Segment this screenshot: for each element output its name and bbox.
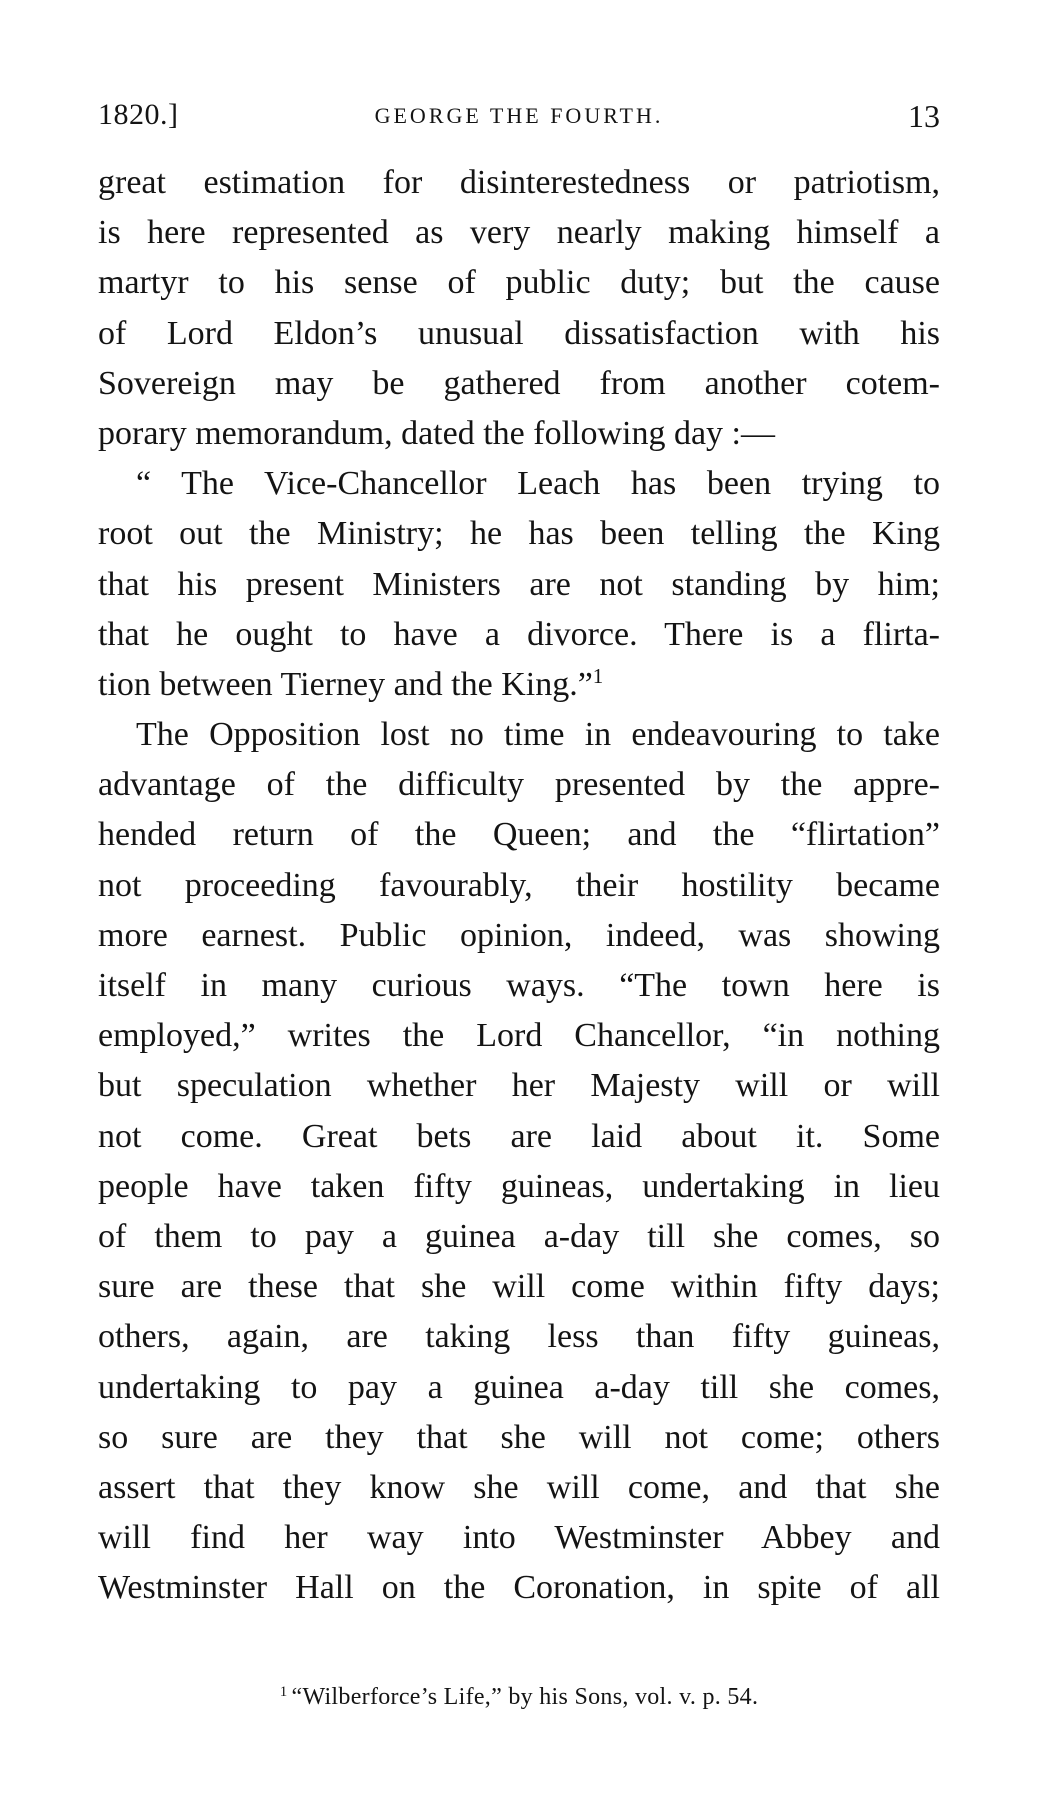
running-head xyxy=(98,98,940,138)
text-line: sure are these that she will come within fifty days; xyxy=(98,1268,940,1306)
text-line: but speculation whether her Majesty will or will xyxy=(98,1067,940,1105)
text-line: is here represented as very nearly making himself a xyxy=(98,214,940,252)
text-line: assert that they know she will come, and that she xyxy=(98,1468,940,1506)
text-line: itself in many curious ways. “The town here is xyxy=(98,967,940,1004)
text-line: not proceeding favourably, their hostility became xyxy=(98,866,940,904)
text-line: Westminster Hall on the Coronation, in spite of all xyxy=(98,1569,940,1607)
footnote xyxy=(98,1684,940,1711)
text-line: people have taken fifty guineas, undertaking in lieu xyxy=(98,1167,940,1205)
text-line: of Lord Eldon’s unusual dissatisfaction with his xyxy=(98,314,940,352)
text-line-with-footnote xyxy=(98,660,940,710)
footnote-reference[interactable]: 1 xyxy=(592,663,604,688)
text-line: more earnest. Public opinion, indeed, was showing xyxy=(98,916,940,954)
text-line: undertaking to pay a guinea a-day till she comes, xyxy=(98,1368,940,1406)
page-number: 13 xyxy=(908,98,940,134)
body-text xyxy=(98,158,940,1613)
text-line: hended return of the Queen; and the “flirtation” xyxy=(98,816,940,854)
text-line: not come. Great bets are laid about it. Some xyxy=(98,1117,940,1155)
text-line: will find her way into Westminster Abbey and xyxy=(98,1519,940,1557)
text-line: that he ought to have a divorce. There is a flirta- xyxy=(98,615,940,653)
text-line: tion between Tierney and the King.” xyxy=(98,665,593,703)
text-line: that his present Ministers are not standing by him; xyxy=(98,565,940,603)
text-line: “ The Vice-Chancellor Leach has been trying to xyxy=(136,465,940,503)
text-line: employed,” writes the Lord Chancellor, “in nothing xyxy=(98,1017,940,1055)
footnote-text: “Wilberforce’s Life,” by his Sons, vol. v. p. 54. xyxy=(291,1684,759,1710)
text-line: advantage of the difficulty presented by the appre- xyxy=(98,766,940,804)
running-head-year: 1820.] xyxy=(98,98,179,131)
text-line: Sovereign may be gathered from another cotem- xyxy=(98,364,940,402)
text-line: great estimation for disinterestedness or patriotism, xyxy=(98,164,940,201)
text-line: of them to pay a guinea a-day till she comes, so xyxy=(98,1217,940,1255)
footnote-mark: 1 xyxy=(279,1684,288,1700)
text-line: martyr to his sense of public duty; but the cause xyxy=(98,264,940,302)
text-line: porary memorandum, dated the following day :— xyxy=(98,414,775,452)
text-line: others, again, are taking less than fifty guineas, xyxy=(98,1318,940,1356)
text-line: so sure are they that she will not come; others xyxy=(98,1418,940,1456)
text-line: The Opposition lost no time in endeavouring to take xyxy=(136,716,940,754)
running-head-title: GEORGE THE FOURTH. xyxy=(374,103,664,128)
text-line: root out the Ministry; he has been telling the King xyxy=(98,515,940,553)
